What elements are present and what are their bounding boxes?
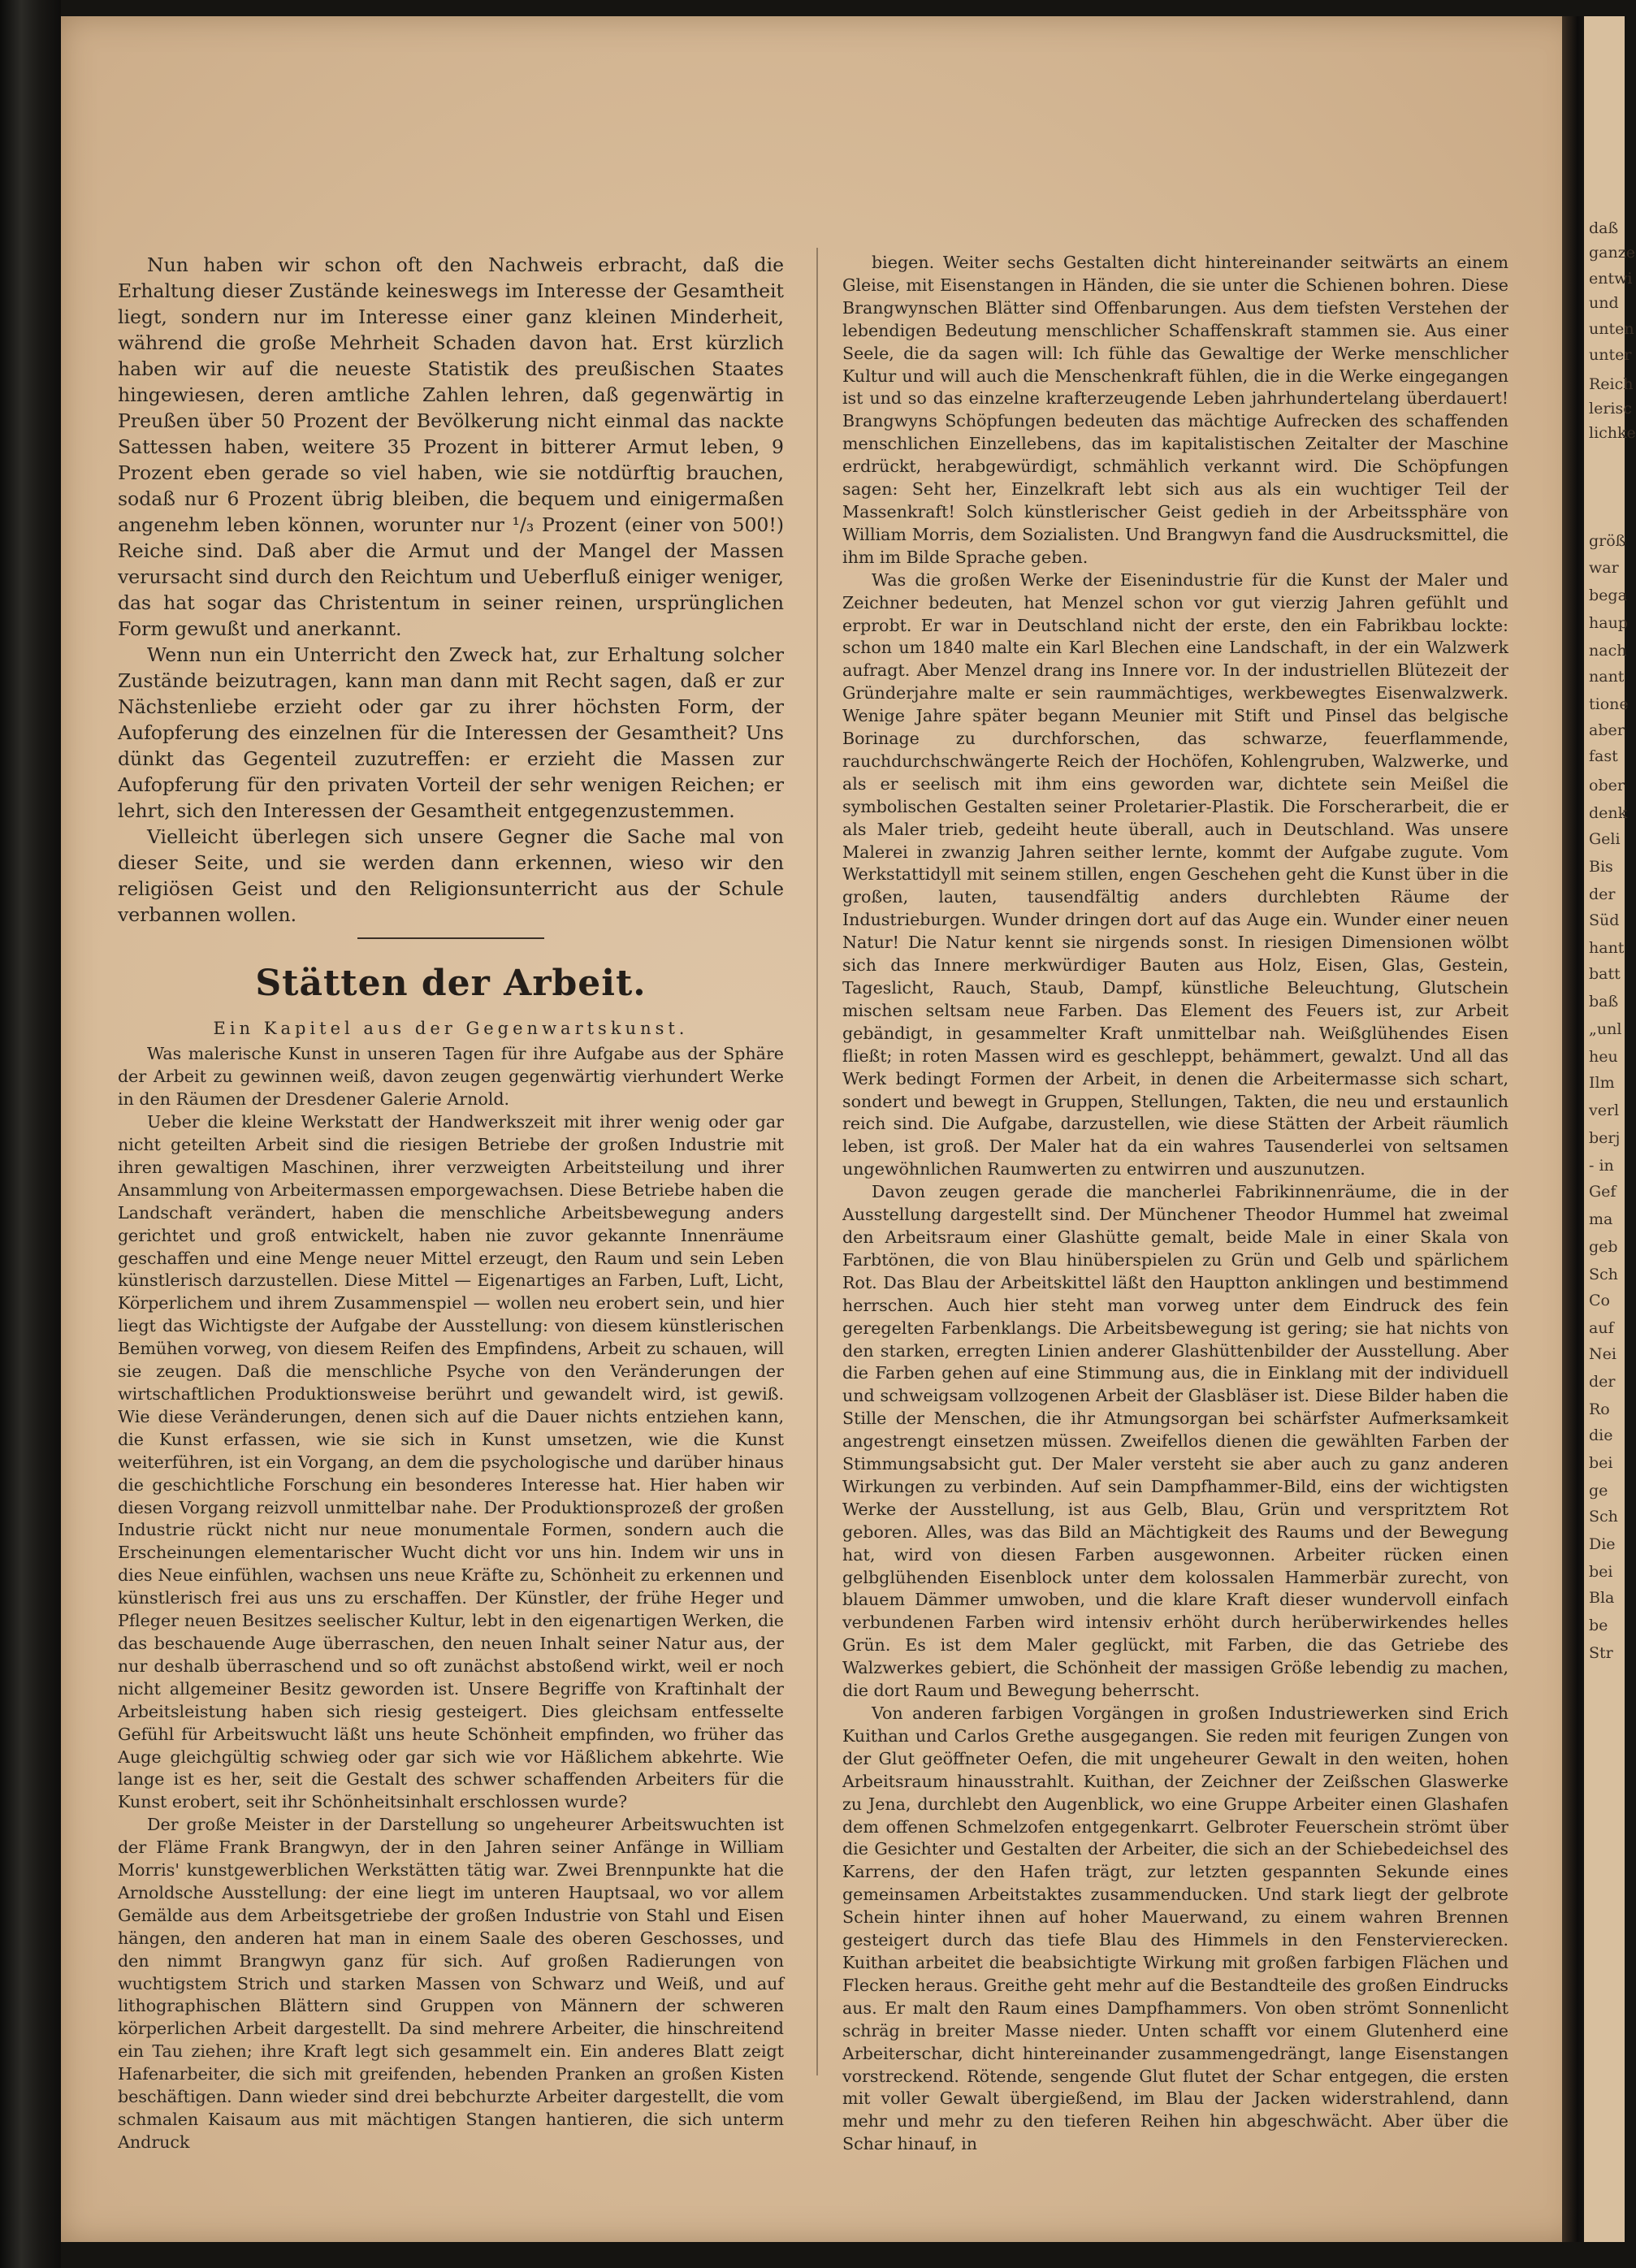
adjacent-page-fragment: berj xyxy=(1589,1129,1621,1147)
adjacent-page-fragment: Ro xyxy=(1589,1400,1610,1418)
intro-paragraph-1: Nun haben wir schon oft den Nachweis erbracht, daß die Erhaltung dieser Zustände keineswegs im Interesse der Gesamtheit liegt, sondern nur im Interesse einer ganz kleinen Minderheit, während die große Mehrheit Schaden davon hat. Erst kürzlich haben wir auf die neueste Statistik des preußischen Staates hingewiesen, deren amtliche Zahlen lehren, daß gegenwärtig in Preußen über 50 Prozent der Bevölkerung nicht einmal das nackte Sattessen haben, weitere 35 Prozent in bitterer Armut leben, 9 Prozent eben gerade so viel haben, wie sie notdürftig brauchen, sodaß nur 6 Prozent übrig bleiben, die bequem und einigermaßen angenehm leben können, worunter nur ¹/₃ Prozent (einer von 500!) Reiche sind. Daß aber die Armut und der Mangel der Massen verursacht sind durch den Reichtum und Ueberfluß einiger weniger, das hat sogar das Christentum in seiner reinen, ursprünglichen Form gewußt und anerkannt. xyxy=(118,253,784,640)
adjacent-page-fragment: Sch xyxy=(1589,1266,1618,1283)
adjacent-page-fragment: nant xyxy=(1589,668,1625,686)
right-column xyxy=(842,252,1508,2154)
adjacent-page-fragment: geb xyxy=(1589,1238,1618,1256)
adjacent-page-fragment: fast xyxy=(1589,747,1618,765)
right-paragraph-1: biegen. Weiter sechs Gestalten dicht hintereinander seitwärts an einem Gleise, mit Eisenstangen in Händen, die sie unter die Schienen bohren. Diese Brangwynschen Blätter sind Offenbarungen. Aus dem tiefsten Verstehen der lebendigen Bedeutung menschlicher Schaffenskraft stammen sie. Aus einer Seele, die da sagen will: Ich fühle das Gewaltige der Werke menschlicher Kultur und will auch die Menschenkraft fühlen, die in die Werke eingegangen ist und so das einzelne krafterzeugende Leben jahrhundertelang überdauert! Brangwyns Schöpfungen bedeuten das mächtige Aufrecken des schaffenden menschlichen Einzellebens, das im kapitalistischen Zeitalter der Maschine erdrückt, herabgewürdigt, schmählich verkannt wird. Die Schöpfungen sagen: Seht her, Einzelkraft lebt sich aus als ein wuchtiger Teil der Massenkraft! Solch künstlerischer Geist gedieh in der Arbeitssphäre von William Morris, dem Sozialisten. Und Brangwyn fand die Ausdrucksmittel, die ihm im Bilde Sprache geben. xyxy=(842,253,1508,567)
adjacent-page-fragment: bei xyxy=(1589,1454,1613,1472)
adjacent-page-edge xyxy=(1584,16,1636,2242)
column-divider xyxy=(816,248,818,2075)
adjacent-page-fragment: der xyxy=(1589,1373,1616,1391)
adjacent-page-fragment: Geli xyxy=(1589,830,1621,848)
adjacent-page-fragment: „unl xyxy=(1589,1020,1622,1038)
adjacent-page-fragment: aber xyxy=(1589,721,1625,739)
adjacent-page-fragment: heu xyxy=(1589,1048,1618,1066)
adjacent-page-fragment: Die xyxy=(1589,1535,1616,1553)
section-subtitle: Ein Kapitel aus der Gegenwartskunst. xyxy=(213,1019,689,1038)
section-title: Stätten der Arbeit. xyxy=(255,963,647,1004)
adjacent-page-fragment: Bis xyxy=(1589,858,1613,876)
adjacent-page-fragment: ober xyxy=(1589,777,1625,794)
article-paragraph-2: Ueber die kleine Werkstatt der Handwerkszeit mit ihrer wenig oder gar nicht geteilten Arbeit sind die riesigen Betriebe der großen Industrie mit ihren gewaltigen Maschinen, ihrer verzweigten Arbeitsteilung und ihrer Ansammlung von Arbeitermassen emporgewachsen. Diese Betriebe haben die Landschaft verändert, haben die menschliche Arbeitsbewegung anders gerichtet und groß entwickelt, haben nie zuvor gekannte Innenräume geschaffen und eine Menge neuer Mittel erzeugt, den Raum und sein Leben künstlerisch darzustellen. Diese Mittel — Eigenartiges an Farben, Luft, Licht, Körperlichem und ihrem Zusammenspiel — wollen neu erobert sein, und hier liegt das Wichtigste der Aufgabe der Ausstellung: von diesem künstlerischen Bemühen vorweg, von diesem Reifen des Empfindens, Arbeit zu schauen, will sie zeugen. Daß die menschliche Psyche von den Veränderungen der wirtschaftlichen Produktionsweise berührt und gewandelt wird, ist gewiß. Wie diese Veränderungen, denen sich auf die Dauer nichts entziehen kann, die Kunst erfassen, wie sie sich in Kunst umsetzen, wie die Kunst weiterführen, ist ein Vorgang, an dem die psychologische und darüber hinaus die geschichtliche Forschung ein besonderes Interesse hat. Hier haben wir diesen Vorgang reizvoll unmittelbar nahe. Der Produktionsprozeß der großen Industrie rückt nicht nur neue monumentale Formen, sondern auch die Erscheinungen elementarischer Wucht dicht vor uns hin. Indem wir uns in dies Neue einfühlen, wachsen uns neue Kräfte zu, Schönheit zu erkennen und künstlerisch frei aus uns zu erschaffen. Der Künstler, der frühe Heger und Pfleger neuen Besitzes seelischer Kultur, lebt in den eigenartigen Werken, die das beschauende Auge überraschen, den neuen Inhalt seiner Natur aus, der nur deshalb überraschend und so oft zunächst abstoßend wirkt, weil er noch nicht allgemeiner Besitz geworden ist. Unsere Begriffe von Kraftinhalt der Arbeitsleistung haben sich riesig gesteigert. Dies gleichsam entfesselte Gefühl für Arbeitswucht läßt uns heute Schönheit empfinden, wo früher das Auge gleichgültig schwieg oder gar sich wie vor Häßlichem abkehrte. Wie lange ist es her, seit die Gestalt des schwer schaffenden Arbeiters für die Kunst erobert, seit ihr Schönheitsinhalt erschlossen wurde? xyxy=(118,1112,784,1812)
adjacent-page-fragment: der xyxy=(1589,885,1616,903)
adjacent-page-fragment: Sch xyxy=(1589,1508,1618,1526)
adjacent-page-fragment: Ilm xyxy=(1589,1074,1615,1092)
article-paragraph-1: Was malerische Kunst in unseren Tagen für ihre Aufgabe aus der Sphäre der Arbeit zu gewinnen weiß, davon zeugen gegenwärtig vierhundert Werke in den Räumen der Dresdener Galerie Arnold. xyxy=(118,1044,784,1110)
adjacent-page-fragment: ge xyxy=(1589,1482,1608,1500)
section-separator xyxy=(357,937,544,939)
adjacent-page-fragment: ma xyxy=(1589,1210,1613,1228)
intro-paragraph-3: Vielleicht überlegen sich unsere Gegner die Sache mal von dieser Seite, und sie werden dann erkennen, wieso wir den religiösen Geist und den Religionsunterricht aus der Schule verbannen wollen. xyxy=(118,825,784,926)
adjacent-page-fragment: hant xyxy=(1589,939,1625,957)
adjacent-page-fragment: - in xyxy=(1589,1157,1614,1175)
adjacent-page-fragment: Nei xyxy=(1589,1345,1617,1363)
adjacent-page-fragment: baß xyxy=(1589,993,1619,1011)
adjacent-page-fragment: größ xyxy=(1589,532,1626,550)
adjacent-page-fragment: denk xyxy=(1589,804,1628,822)
adjacent-page-fragment: Bla xyxy=(1589,1589,1615,1607)
adjacent-page-fragment: entwi xyxy=(1589,270,1633,288)
adjacent-page-fragment: bega xyxy=(1589,586,1627,604)
adjacent-page-fragment: ganze xyxy=(1589,244,1635,262)
adjacent-page-fragment: Süd xyxy=(1589,911,1620,929)
right-paragraph-4: Von anderen farbigen Vorgängen in großen Industriewerken sind Erich Kuithan und Carlos Grethe ausgegangen. Sie reden mit feurigen Zungen von der Glut geöffneter Oefen, die mit ungeheurer Gewalt in den weiten, hohen Arbeitsraum hinausstrahlt. Kuithan, der Zeichner der Zeißschen Glaswerke zu Jena, durchlebt den Augenblick, wo eine Gruppe Arbeiter einen Glashafen dem offenen Schmelzofen entgegenkarrt. Gelbroter Feuerschein strömt über die Gesichter und Gestalten der Arbeiter, die sich an der Schiebedeichsel des Karrens, der den Hafen trägt, zur letzten gespannten Sekunde eines gemeinsamen Arbeitstaktes zusammenducken. Und stark liegt der gelbrote Schein hinter ihnen auf hoher Mauerwand, zu einem wahren Brennen gesteigert durch das tiefe Blau des Himmels in den Fenstervierecken. Kuithan arbeitet die beabsichtigte Wirkung mit großen farbigen Flächen und Flecken heraus. Greithe geht mehr auf die Bestandteile des großen Eindrucks aus. Er malt den Raum eines Dampfhammers. Von oben strömt Sonnenlicht schräg in breiter Masse nieder. Unten schafft vor einem Glutenherd eine Arbeiterschar, dicht hintereinander zusammengedrängt, lange Eisenstangen vorstreckend. Rötende, sengende Glut flutet der Schar entgegen, die ersten mit voller Gewalt übergießend, im Blau der Jacken widerstrahlend, dann mehr und mehr zu den tieferen Reihen hin abgeschwächt. Aber über die Schar hinauf, in xyxy=(842,1703,1508,2154)
adjacent-page-fragment: Reich xyxy=(1589,375,1634,393)
adjacent-page-fragment: war xyxy=(1589,559,1619,577)
right-paragraph-3: Davon zeugen gerade die mancherlei Fabrikinnenräume, die in der Ausstellung dargestellt sind. Der Münchener Theodor Hummel hat zweimal den Arbeitsraum einer Glashütte gemalt, beide Male in einer Skala von Farbtönen, die von Blau hinüberspielen zu Grün und Gelb und spärlichem Rot. Das Blau der Arbeitskittel läßt den Hauptton anklingen und bestimmend herrschen. Auch hier steht man vorweg unter dem Eindruck des fein geregelten Farbenklangs. Die Arbeitsbewegung ist gering; sie hat nichts von den starken, erregten Linien anderer Glashüttenbilder der Ausstellung. Aber die Farben gehen auf eine Stimmung aus, die in Einklang mit der individuell und schweigsam vollzogenen Arbeit der Glasbläser ist. Diese Bilder haben die Stille der Menschen, die ihr Atmungsorgan bei schärfster Aufmerksamkeit angestrengt einsetzen müssen. Zweifellos dienen die gewählten Farben der Stimmungsabsicht gut. Der Maler versteht sie aber auch zu ganz anderen Wirkungen zu verbinden. Auf sein Dampfhammer-Bild, eins der wichtigsten Werke der Ausstellung, ist aus Gelb, Blau, Grün und verspritztem Rot geboren. Alles, was das Bild an Mächtigkeit des Raums und der Bewegung hat, wird von diesen Farben ausgewonnen. Arbeiter rücken einen gelbglühenden Eisenblock unter dem kolossalen Hammerbär zurecht, von blauem Dämmer umwoben, und die klare Kraft dieser wundervoll einfach verbundenen Farben wird intensiv erhöht durch herüberwirkendes helles Grün. Es ist dem Maler geglückt, mit Farben, die das Getriebe des Walzwerkes gebiert, die Schönheit der massigen Größe lebendig zu machen, die dort Raum und Bewegung beherrscht. xyxy=(842,1182,1508,1701)
adjacent-page-fragment: tione xyxy=(1589,695,1629,713)
adjacent-page-fragment: die xyxy=(1589,1426,1613,1444)
adjacent-page-fragment: bei xyxy=(1589,1563,1613,1581)
article-paragraph-3: Der große Meister in der Darstellung so ungeheurer Arbeitswuchten ist der Fläme Frank Brangwyn, der in den Jahren seiner Anfänge in William Morris' kunstgewerblichen Werkstätten tätig war. Zwei Brennpunkte hat die Arnoldsche Ausstellung: der eine liegt im unteren Hauptsaal, wo vor allem Gemälde aus dem Arbeitsgetriebe der großen Industrie von Stahl und Eisen hängen, den anderen hat man in einem Saale des oberen Geschosses, und den nimmt Brangwyn ganz für sich. Auf großen Radierungen von wuchtigstem Strich und starken Massen von Schwarz und Weiß, und auf lithographischen Blättern sind Gruppen von Männern der schweren körperlichen Arbeit dargestellt. Da sind mehrere Arbeiter, die hinschreitend ein Tau ziehen; ihre Kraft legt sich gesammelt ein. Ein anderes Blatt zeigt Hafenarbeiter, die sich mit greifenden, hebenden Pranken an großen Kisten beschäftigen. Dann wieder sind drei bebchurzte Arbeiter dargestellt, die vom schmalen Kaisaum aus mit mächtigen Stangen hantieren, die sich unterm Andruck xyxy=(118,1815,784,2152)
intro-paragraph-2: Wenn nun ein Unterricht den Zweck hat, zur Erhaltung solcher Zustände beizutragen, kann man dann mit Recht sagen, daß er zur Nächstenliebe erzieht oder gar zu ihrer höchsten Form, der Aufopferung des einzelnen für die Interessen der Gesamtheit? Uns dünkt das Gegenteil zuzutreffen: er erzieht die Massen zur Aufopferung für den privaten Vorteil der sehr wenigen Reichen; er lehrt, sich den Interessen der Gesamtheit entgegenzustemmen. xyxy=(118,643,784,822)
adjacent-page-fragment: unten xyxy=(1589,320,1634,338)
adjacent-page-fragment: batt xyxy=(1589,965,1621,983)
adjacent-page-fragment: Co xyxy=(1589,1292,1610,1309)
adjacent-page-fragment: daß xyxy=(1589,219,1619,237)
adjacent-page-fragment: Str xyxy=(1589,1644,1613,1662)
adjacent-page-fragment: Gef xyxy=(1589,1183,1617,1201)
left-column xyxy=(118,252,784,2152)
adjacent-page-fragment: nach xyxy=(1589,642,1627,660)
adjacent-page-fragment: be xyxy=(1589,1617,1608,1634)
adjacent-page-fragment: verl xyxy=(1589,1102,1620,1119)
adjacent-page-fragment: haup xyxy=(1589,614,1628,632)
adjacent-page-fragment: unter xyxy=(1589,346,1632,364)
adjacent-page-fragment: auf xyxy=(1589,1319,1614,1337)
book-spine xyxy=(0,0,61,2268)
adjacent-page-fragment: und xyxy=(1589,294,1619,312)
adjacent-page-fragment: lichke xyxy=(1589,424,1636,442)
adjacent-page-fragment: lerisc xyxy=(1589,400,1632,418)
right-paragraph-2: Was die großen Werke der Eisenindustrie für die Kunst der Maler und Zeichner bedeuten, hat Menzel schon vor gut vierzig Jahren gefühlt und erprobt. Er war in Deutschland nicht der erste, den ein Fabrikbau lockte: schon um 1840 malte ein Karl Blechen eine Landschaft, in der ein Walzwerk aufragt. Aber Menzel drang ins Innere vor. In der industriellen Blütezeit der Gründerjahre malte er sein raummächtiges, werkbewegtes Eisenwalzwerk. Wenige Jahre später begann Meunier mit Stift und Pinsel das belgische Borinage zu durchforschen, das schwarze, feuerflammende, rauchdurchschwängerte Reich der Hochöfen, Kohlengruben, Walzwerke, und als er seelisch mit ihm eins geworden war, dichtete sein Meißel die symbolischen Gestalten seiner Proletarier-Plastik. Die Forscherarbeit, die er als Maler trieb, gedeiht heute überall, auch in Deutschland. Was unsere Malerei in zwanzig Jahren seither lernte, kommt der Aufgabe zugute. Vom Werkstattidyll mit seinem stillen, engen Geschehen geht die Kunst über in die großen, lauten, tausendfältig anders durchlebten Räume der Industrieburgen. Wunder dringen dort auf das Auge ein. Wunder einer neuen Natur! Die Natur kennt sie nirgends sonst. In riesigen Dimensionen wölbt sich das Innere merkwürdiger Bauten aus Holz, Eisen, Glas, Gestein, Tageslicht, Rauch, Staub, Dampf, künstliche Beleuchtung, Glutschein mischen seltsam neue Farben. Das Element des Feuers ist, zur Arbeit gebändigt, in gesammelter Kraft unmittelbar nah. Weißglühendes Eisen fließt; in roten Massen wird es geschleppt, behämmert, gewalzt. Und all das Werk bedingt Formen der Arbeit, in denen die Arbeitermasse sich schart, sondert und bewegt in Gruppen, Stellungen, Takten, die neu und erstaunlich reich sind. Die Aufgabe, darzustellen, wie diese Stätten der Arbeit räumlich leben, ist groß. Der Maler hat da ein wahres Tausenderlei von seltsamen ungewöhnlichen Raumwerten zu entwirren und auszunutzen. xyxy=(842,569,1508,1179)
